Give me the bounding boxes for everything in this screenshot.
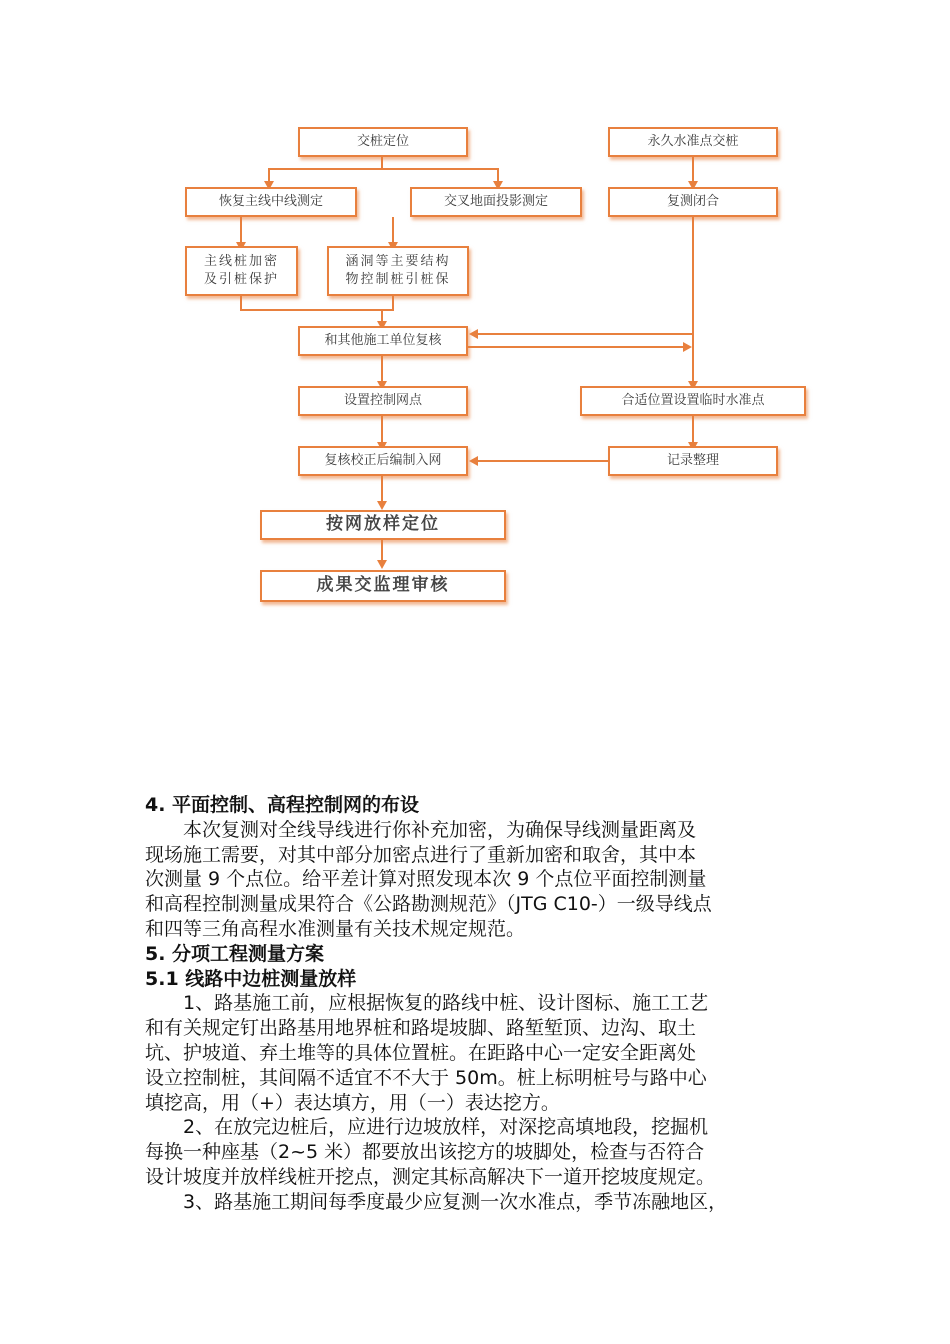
paragraph-line: 和有关规定钉出路基用地界桩和路堤坡脚、路堑堑顶、边沟、取土	[145, 1017, 697, 1040]
connector	[381, 476, 383, 503]
node-correct-compile: 复核校正后编制入网	[298, 446, 468, 476]
connector	[381, 356, 383, 383]
paragraph-line: 和四等三角高程水准测量有关技术规定规范。	[145, 917, 526, 940]
paragraph-line: 2、在放完边桩后，应进行边坡放样，对深挖高填地段，挖掘机	[183, 1116, 709, 1139]
paragraph-line: 和高程控制测量成果符合《公路勘测规范》（JTG C10-）一级导线点	[145, 893, 712, 916]
paragraph-line: 3、路基施工期间每季度最少应复测一次水准点，季节冻融地区，	[183, 1190, 728, 1213]
node-structure-control	[327, 246, 469, 296]
connector	[392, 296, 394, 310]
node-crossing-projection: 交叉地面投影测定	[410, 187, 582, 217]
paragraph-line: 本次复测对全线导线进行你补充加密，为确保导线测量距离及	[183, 818, 697, 841]
connector	[381, 540, 383, 562]
arrow-down	[377, 560, 387, 569]
connector	[240, 296, 242, 310]
paragraph-line: 次测量 9 个点位。给平差计算对照发现本次 9 个点位平面控制测量	[145, 868, 707, 891]
connector	[240, 217, 242, 245]
node-densify-protect	[185, 246, 298, 296]
connector	[692, 217, 694, 386]
section-5-heading: 5. 分项工程测量方案	[145, 942, 325, 965]
node-temp-benchmark: 合适位置设置临时水准点	[580, 386, 806, 416]
node-structure-line1: 涵洞等主要结构	[345, 253, 451, 269]
node-review: 成果交监理审核	[260, 570, 506, 602]
connector	[381, 416, 383, 444]
connector	[478, 460, 610, 462]
section-4-heading: 4. 平面控制、高程控制网的布设	[145, 794, 420, 816]
node-benchmark-handover: 永久水准点交桩	[608, 127, 778, 157]
node-densify-line2: 及引桩保护	[203, 272, 279, 287]
node-stakeout: 按网放样定位	[260, 510, 506, 540]
node-restore-centerline: 恢复主线中线测定	[185, 187, 357, 217]
connector	[692, 416, 694, 444]
node-handover: 交桩定位	[298, 127, 468, 157]
connector	[478, 333, 693, 335]
node-control-network: 设置控制网点	[298, 386, 468, 416]
connector	[268, 168, 498, 170]
connector	[468, 346, 683, 348]
node-structure-line2: 物控制桩引桩保	[345, 272, 451, 287]
arrow-left	[469, 329, 478, 339]
node-densify-line1: 主线桩加密	[203, 253, 279, 269]
connector	[240, 309, 394, 311]
paragraph-line: 现场施工需要，对其中部分加密点进行了重新加密和取舍，其中本	[145, 843, 697, 866]
section-5-1-heading: 5.1 线路中边桩测量放样	[145, 967, 357, 990]
paragraph-line: 每换一种座基（2~5 米）都要放出该挖方的坡脚处，检查与否符合	[145, 1141, 705, 1164]
survey-flowchart	[0, 0, 950, 620]
connector	[392, 217, 394, 245]
document-body	[145, 793, 815, 1215]
arrow-right	[683, 342, 692, 352]
paragraph-line: 1、路基施工前，应根据恢复的路线中桩、设计图标、施工工艺	[183, 992, 709, 1015]
paragraph-line: 坑、护坡道、弃土堆等的具体位置桩。在距路中心一定安全距离处	[145, 1041, 697, 1064]
node-recheck-closure: 复测闭合	[608, 187, 778, 217]
arrow-left	[469, 456, 478, 466]
node-joint-check: 和其他施工单位复核	[298, 326, 468, 356]
paragraph-line: 设立控制桩，其间隔不适宜不不大于 50m。桩上标明桩号与路中心	[145, 1066, 707, 1089]
connector	[692, 157, 694, 183]
paragraph-line: 填挖高，用（+）表达填方，用（一）表达挖方。	[145, 1091, 560, 1114]
arrow-down	[377, 501, 387, 510]
paragraph-line: 设计坡度并放样线桩开挖点，测定其标高解决下一道开挖坡度规定。	[145, 1165, 716, 1188]
node-record: 记录整理	[608, 446, 778, 476]
